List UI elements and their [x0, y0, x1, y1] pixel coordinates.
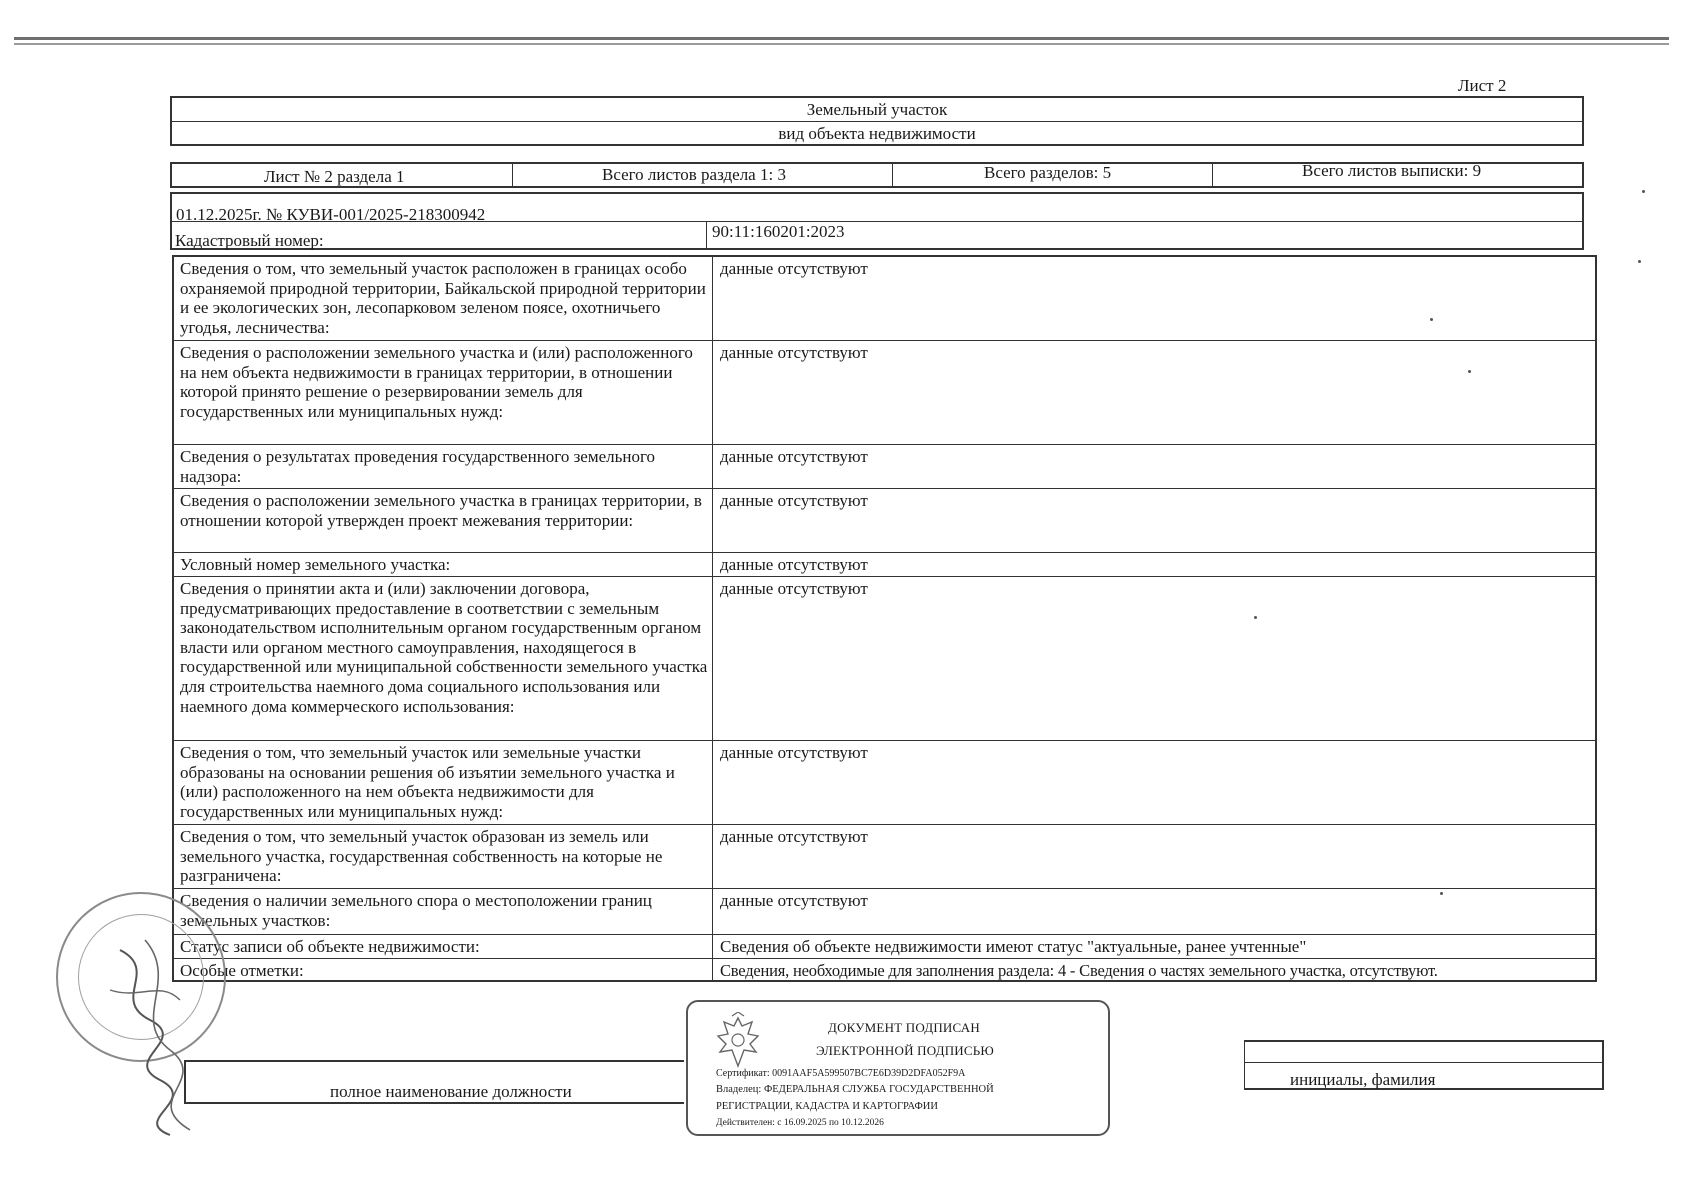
sheet-meta-row — [170, 162, 1584, 188]
total-sheets-extract: Всего листов выписки: 9 — [1302, 161, 1482, 180]
scan-speck — [1430, 318, 1433, 321]
table-row — [174, 741, 1595, 825]
meta-divider — [1212, 164, 1213, 186]
meta-divider — [892, 164, 893, 186]
electronic-signature-stamp — [686, 1000, 1110, 1136]
row-value: данные отсутствуют — [720, 743, 868, 762]
row-label: Сведения о расположении земельного участка в границах территории, в отношении которой утвержден проект межевания территории: — [180, 491, 702, 530]
object-type-header — [170, 96, 1584, 146]
name-field-line — [1244, 1062, 1604, 1063]
esign-subtitle: ЭЛЕКТРОННОЙ ПОДПИСЬЮ — [816, 1043, 994, 1058]
cadastral-label: Кадастровый номер: — [175, 231, 324, 250]
object-type-caption: вид объекта недвижимости — [778, 124, 976, 143]
table-row — [174, 341, 1595, 445]
row-value: данные отсутствуют — [720, 491, 868, 510]
land-plot-details-table — [172, 255, 1597, 982]
table-row — [174, 889, 1595, 935]
doc-number: 01.12.2025г. № КУВИ-001/2025-218300942 — [176, 205, 486, 224]
total-sheets-section: Всего листов раздела 1: 3 — [602, 165, 786, 184]
table-row — [174, 553, 1595, 577]
row-label: Сведения о том, что земельный участок или земельные участки образованы на основании решения об изъятии земельного участка и (или) расположенного на нем объекта недвижимости для государственных или муниципальных нужд: — [180, 743, 675, 821]
row-value: данные отсутствуют — [720, 447, 868, 466]
cadastral-row — [170, 220, 1584, 250]
table-row — [174, 959, 1595, 982]
row-value: Сведения, необходимые для заполнения раздела: 4 - Сведения о частях земельного участка, отсутствуют. — [720, 961, 1438, 980]
table-row — [174, 489, 1595, 553]
row-value: данные отсутствуют — [720, 891, 868, 910]
row-label: Статус записи об объекте недвижимости: — [180, 937, 480, 956]
row-label: Сведения о расположении земельного участка и (или) расположенного на нем объекта недвижимости в границах территории, в отношении которой принято решение о резервировании земель для государственных или муниципальных нужд: — [180, 343, 693, 421]
cadastral-number: 90:11:160201:2023 — [712, 222, 845, 241]
page-top-rule — [14, 37, 1669, 40]
esign-title: ДОКУМЕНТ ПОДПИСАН — [828, 1020, 980, 1035]
row-label: Сведения о том, что земельный участок расположен в границах особо охраняемой природной территории, Байкальской природной территории и ее экологических зон, лесопарковом зеленом поясе, охотничьего угодья, лесничества: — [180, 259, 706, 337]
scan-speck — [1642, 190, 1645, 193]
esign-owner-line2: РЕГИСТРАЦИИ, КАДАСТРА И КАРТОГРАФИИ — [716, 1101, 938, 1112]
cadastral-divider — [706, 222, 707, 248]
total-sections: Всего разделов: 5 — [984, 163, 1112, 182]
esign-certificate: Сертификат: 0091AAF5A599507BC7E6D39D2DFA052F9A — [716, 1068, 966, 1079]
scan-speck — [1440, 892, 1443, 895]
coat-of-arms-icon — [710, 1012, 766, 1074]
row-value: данные отсутствуют — [720, 827, 868, 846]
header-divider — [172, 121, 1582, 122]
row-value: данные отсутствуют — [720, 343, 868, 362]
row-value: данные отсутствуют — [720, 579, 868, 598]
table-row — [174, 935, 1595, 959]
row-label: Сведения о принятии акта и (или) заключении договора, предусматривающих предоставление в соответствии с земельным законодательством исполнительным органом государственным органом власти или органом местного самоуправления, находящегося в государственной или муниципальной собственности земельного участка для строительства наемного дома социального использования или наемного дома коммерческого использования: — [180, 579, 708, 716]
object-type: Земельный участок — [806, 100, 948, 119]
page-top-rule-secondary — [14, 43, 1669, 45]
sheet-of-section: Лист № 2 раздела 1 — [264, 167, 405, 186]
row-label: Сведения о результатах проведения государственного земельного надзора: — [180, 447, 656, 486]
table-row — [174, 577, 1595, 741]
scan-speck — [1638, 260, 1641, 263]
esign-owner: Владелец: ФЕДЕРАЛЬНАЯ СЛУЖБА ГОСУДАРСТВЕННОЙ — [716, 1084, 994, 1095]
row-label: Условный номер земельного участка: — [180, 555, 451, 574]
sheet-number: Лист 2 — [1458, 76, 1507, 95]
position-caption: полное наименование должности — [330, 1082, 572, 1101]
scan-speck — [1254, 616, 1257, 619]
scan-speck — [1468, 370, 1471, 373]
row-label: Сведения о наличии земельного спора о местоположении границ земельных участков: — [180, 891, 652, 930]
table-row — [174, 445, 1595, 489]
name-caption: инициалы, фамилия — [1290, 1070, 1436, 1089]
row-label: Особые отметки: — [180, 961, 304, 980]
table-row — [174, 257, 1595, 341]
meta-divider — [512, 164, 513, 186]
row-value: данные отсутствуют — [720, 259, 868, 278]
esign-validity: Действителен: с 16.09.2025 по 10.12.2026 — [716, 1118, 884, 1128]
row-value: данные отсутствуют — [720, 555, 868, 574]
row-value: Сведения об объекте недвижимости имеют статус "актуальные, ранее учтенные" — [720, 937, 1307, 956]
doc-number-row — [170, 192, 1584, 222]
table-row — [174, 825, 1595, 889]
row-label: Сведения о том, что земельный участок образован из земель или земельного участка, государственная собственность на которые не разграничена: — [180, 827, 663, 886]
